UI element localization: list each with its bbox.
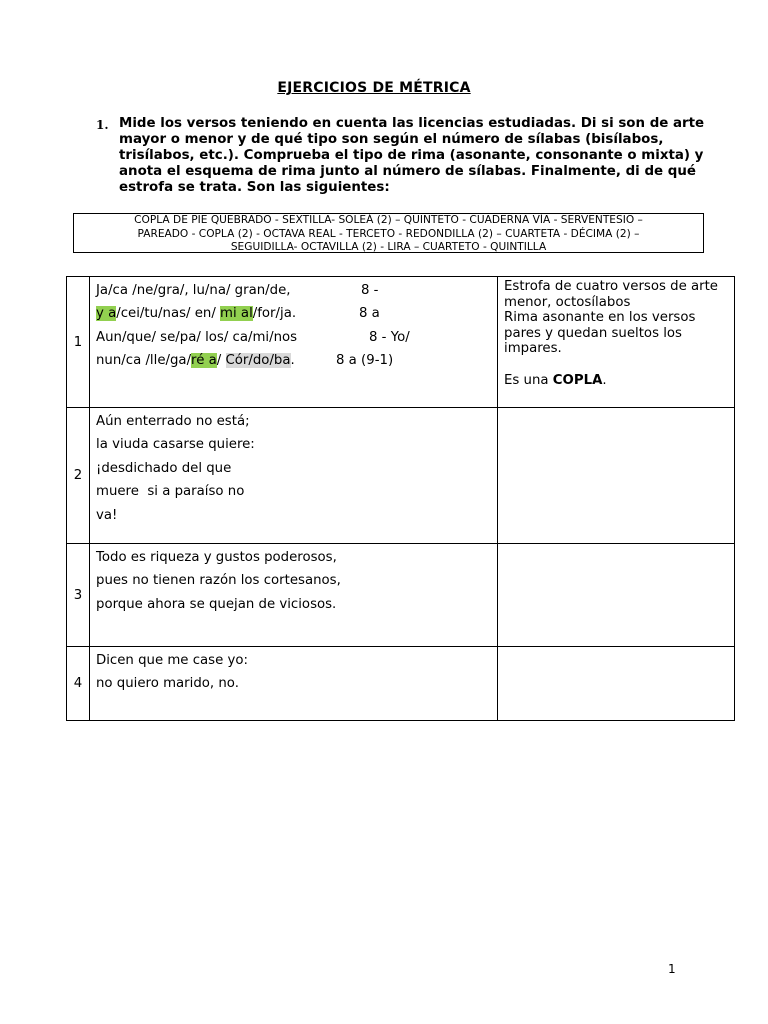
table-row: [67, 544, 735, 647]
verse-text: Ja/ca /ne/gra/, lu/na/ gran/de,: [96, 283, 291, 298]
answer-rhyme: Rima asonante en los versos pares y quedan sueltos los impares.: [504, 310, 696, 357]
meter-annotation: 8 a (9-1): [336, 353, 394, 369]
meter-annotation: 8 a: [359, 306, 380, 322]
strophe-list-line: COPLA DE PIE QUEBRADO - SEXTILLA- SOLEÁ (2) – QUINTETO - CUADERNA VÍA - SERVENTESIO –: [134, 214, 643, 226]
page-number: 1: [668, 962, 676, 976]
exercise-number: 4: [67, 647, 90, 721]
verse-line: [96, 326, 491, 349]
verse-line: [96, 279, 491, 302]
verse-cell: [90, 647, 498, 721]
exercises-table: [66, 276, 735, 721]
answer-strophe-name: COPLA: [552, 372, 603, 388]
verse-line: pues no tienen razón los cortesanos,: [96, 573, 341, 589]
highlighted-word: Cór/do/ba: [225, 353, 291, 369]
answer-suffix: .: [602, 372, 607, 388]
answer-description: Estrofa de cuatro versos de arte menor, octosílabos: [504, 279, 718, 310]
meter-annotation: 8 -: [361, 283, 379, 298]
exercise-number: 3: [67, 544, 90, 647]
table-row: [67, 408, 735, 544]
highlighted-syllable: y a: [96, 306, 117, 322]
highlighted-syllable: ré a: [191, 353, 217, 369]
verse-cell: [90, 544, 498, 647]
page-title: EJERCICIOS DE MÉTRICA: [277, 80, 471, 96]
exercise-number: 2: [67, 408, 90, 544]
verse-text: .: [290, 353, 295, 369]
verse-text: /: [216, 353, 226, 369]
verse-line: [96, 349, 491, 372]
exercise-number: 1: [67, 277, 90, 408]
strophe-list-box: [73, 213, 704, 253]
verse-line: ¡desdichado del que: [96, 460, 232, 476]
answer-cell[interactable]: [498, 408, 735, 544]
verse-line: Dicen que me case yo:: [96, 653, 248, 668]
table-row: [67, 647, 735, 721]
instruction-paragraph: [96, 116, 716, 196]
verse-text: nun/ca /lle/ga/: [96, 353, 192, 369]
verse-line: Todo es riqueza y gustos poderosos,: [96, 550, 337, 565]
answer-conclusion: [504, 373, 728, 389]
verse-line: Aún enterrado no está;: [96, 414, 250, 429]
answer-cell: [498, 277, 735, 408]
table-row: [67, 277, 735, 408]
verse-line: la viuda casarse quiere:: [96, 437, 255, 453]
answer-cell[interactable]: [498, 544, 735, 647]
meter-annotation: 8 - Yo/: [369, 329, 410, 345]
instruction-text: Mide los versos teniendo en cuenta las licencias estudiadas. Di si son de arte mayor o menor y de qué tipo son según el número de sílabas (bisílabos, trisílabos, etc.). Comprueba el tipo de rima (asonante, consonante o mixta) y anota el esquema de rima junto al número de sílabas. Finalmente, di de qué estrofa se trata. Son las siguientes:: [119, 116, 705, 195]
highlighted-syllable: mi al: [220, 306, 253, 322]
answer-prefix: Es una: [504, 372, 553, 388]
verse-cell: [90, 277, 498, 408]
answer-cell[interactable]: [498, 647, 735, 721]
instruction-number: 1.: [96, 118, 109, 132]
verse-text: Aun/que/ se/pa/ los/ ca/mi/nos: [96, 329, 298, 345]
verse-text: /for/ja.: [252, 306, 297, 322]
verse-text: /cei/tu/nas/ en/: [116, 306, 221, 322]
verse-line: va!: [96, 507, 118, 523]
strophe-list-line: PAREADO - COPLA (2) - OCTAVA REAL - TERCETO - REDONDILLA (2) – CUARTETA - DÉCIMA (2) –: [137, 227, 640, 240]
verse-line: [96, 302, 491, 325]
strophe-list-line: SEGUIDILLA- OCTAVILLA (2) - LIRA – CUARTETO - QUINTILLA: [230, 241, 547, 254]
verse-line: no quiero marido, no.: [96, 676, 239, 692]
verse-cell: [90, 408, 498, 544]
verse-line: porque ahora se quejan de viciosos.: [96, 596, 337, 612]
verse-line: muere si a paraíso no: [96, 484, 245, 500]
